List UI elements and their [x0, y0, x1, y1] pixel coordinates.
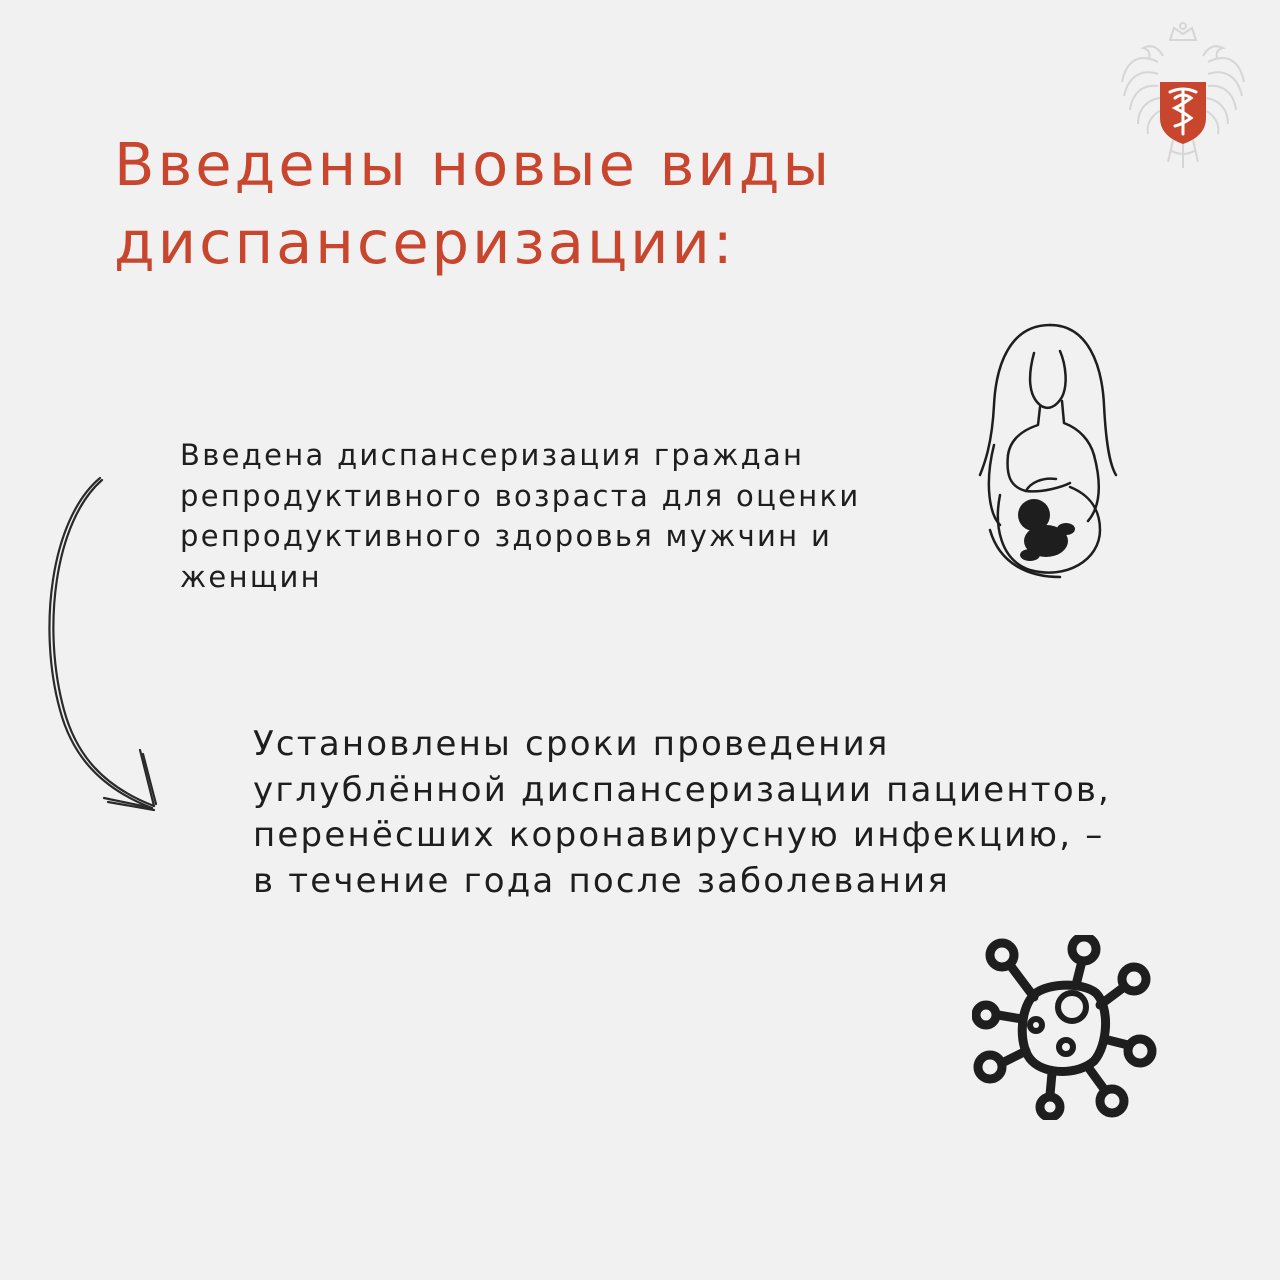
pregnant-woman-icon [970, 315, 1130, 585]
paragraph-line: Установлены сроки проведения [253, 724, 890, 764]
ministry-health-emblem-icon [1118, 22, 1248, 172]
paragraph-line: в течение года после заболевания [253, 860, 951, 901]
title-line-2: диспансеризации: [114, 208, 736, 277]
paragraph-line: углублённой диспансеризации пациентов, [253, 769, 1112, 810]
page-title [114, 126, 1014, 282]
curved-arrow-icon [30, 470, 180, 820]
paragraph-line: репродуктивного здоровья мужчин и [180, 519, 833, 553]
title-line-1: Введены новые виды [114, 130, 833, 199]
paragraph-line: женщин [180, 559, 322, 594]
paragraph-line: Введена диспансеризация граждан [180, 438, 805, 472]
paragraph-reproductive-screening [180, 435, 940, 597]
virus-icon [972, 935, 1162, 1120]
paragraph-line: репродуктивного возраста для оценки [180, 478, 861, 513]
paragraph-covid-screening [253, 722, 1213, 904]
paragraph-line: перенёсших коронавирусную инфекцию, – [253, 815, 1105, 855]
